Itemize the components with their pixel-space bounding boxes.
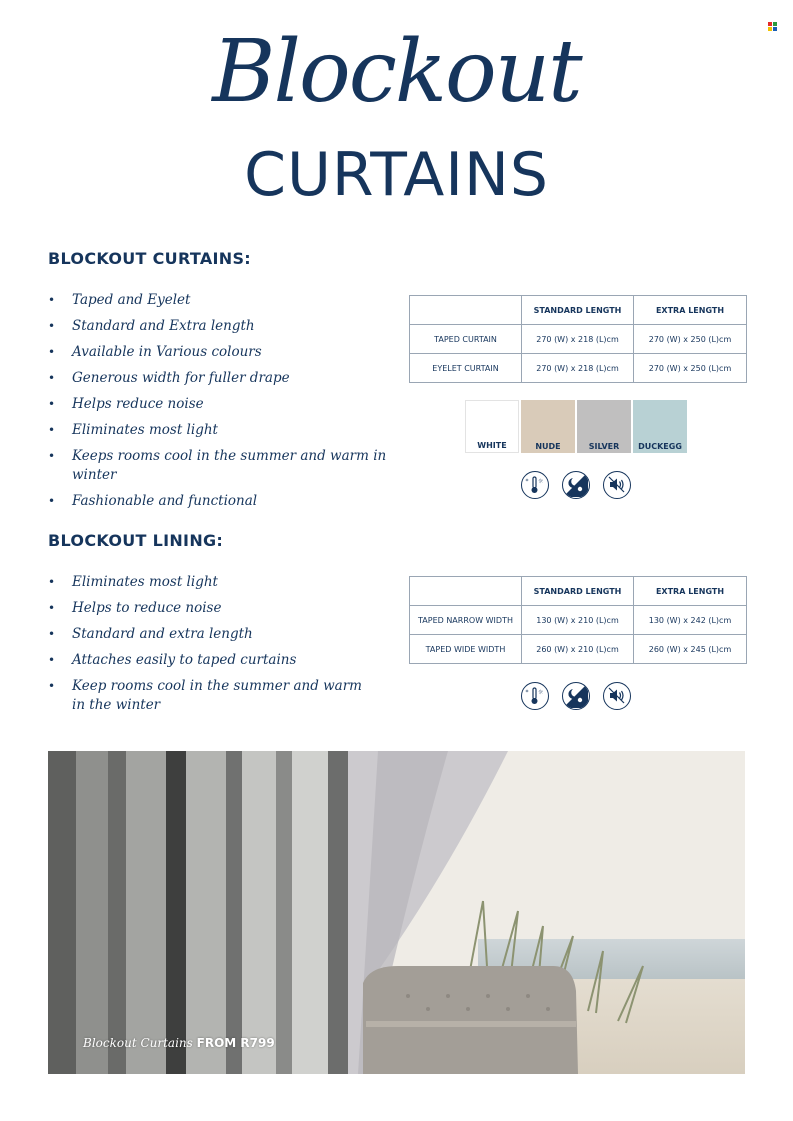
list-item: • Generous width for fuller drape — [48, 369, 402, 388]
table-header-cell — [410, 577, 522, 606]
blackout-icon — [562, 682, 590, 710]
list-item: • Eliminates most light — [48, 573, 402, 592]
table-cell: 130 (W) x 242 (L)cm — [634, 606, 747, 635]
list-item: • Standard and Extra length — [48, 317, 402, 336]
lining-feature-list — [48, 573, 402, 722]
swatch-label: DUCKEGG — [638, 442, 682, 451]
colour-swatches — [465, 400, 687, 453]
svg-text:☼: ☼ — [538, 689, 544, 696]
table-cell: 270 (W) x 250 (L)cm — [634, 354, 747, 383]
thermometer-icon — [521, 471, 549, 499]
colour-swatch-white — [465, 400, 519, 453]
svg-text:*: * — [525, 689, 529, 696]
thermometer-icon — [521, 682, 549, 710]
table-cell: EYELET CURTAIN — [410, 354, 522, 383]
table-row — [410, 354, 747, 383]
list-item: • Standard and extra length — [48, 625, 402, 644]
table-cell: 270 (W) x 218 (L)cm — [522, 354, 634, 383]
noise-reduction-icon — [603, 471, 631, 499]
swatch-label: WHITE — [477, 441, 507, 450]
list-item: • Helps reduce noise — [48, 395, 402, 414]
table-row — [410, 325, 747, 354]
svg-text:☼: ☼ — [538, 478, 544, 485]
blackout-icon — [562, 471, 590, 499]
curtains-heading: BLOCKOUT CURTAINS: — [48, 249, 251, 268]
swatch-label: NUDE — [535, 442, 561, 451]
lining-heading: BLOCKOUT LINING: — [48, 531, 224, 550]
photo-caption — [83, 1036, 275, 1050]
noise-reduction-icon — [603, 682, 631, 710]
svg-text:*: * — [525, 478, 529, 485]
list-item: • Keep rooms cool in the summer and warm in the winter — [48, 677, 372, 715]
list-item: • Helps to reduce noise — [48, 599, 402, 618]
lining-size-table — [409, 576, 747, 664]
curtains-photo-illustration — [48, 751, 745, 1074]
swatch-label: SILVER — [588, 442, 620, 451]
curtains-size-table — [409, 295, 747, 383]
list-item: • Eliminates most light — [48, 421, 402, 440]
colour-swatch-silver — [577, 400, 631, 453]
title-script: Blockout — [212, 22, 581, 122]
list-item: • Available in Various colours — [48, 343, 402, 362]
table-header-cell: STANDARD LENGTH — [522, 296, 634, 325]
curtains-feature-list — [48, 291, 412, 518]
table-header-cell: STANDARD LENGTH — [522, 577, 634, 606]
caption-price: FROM R799 — [196, 1036, 275, 1050]
table-cell: 270 (W) x 218 (L)cm — [522, 325, 634, 354]
table-cell: 260 (W) x 210 (L)cm — [522, 635, 634, 664]
table-header-cell: EXTRA LENGTH — [634, 577, 747, 606]
table-row — [410, 635, 747, 664]
table-header-cell — [410, 296, 522, 325]
table-cell: TAPED NARROW WIDTH — [410, 606, 522, 635]
list-item: • Taped and Eyelet — [48, 291, 402, 310]
table-cell: TAPED WIDE WIDTH — [410, 635, 522, 664]
colour-swatch-nude — [521, 400, 575, 453]
colour-swatch-duckegg — [633, 400, 687, 453]
curtains-photo — [48, 751, 745, 1074]
table-cell: 260 (W) x 245 (L)cm — [634, 635, 747, 664]
table-cell: TAPED CURTAIN — [410, 325, 522, 354]
list-item: • Attaches easily to taped curtains — [48, 651, 402, 670]
table-header-row — [410, 296, 747, 325]
table-header-cell: EXTRA LENGTH — [634, 296, 747, 325]
lining-feature-icons — [521, 682, 631, 710]
caption-text: Blockout Curtains — [83, 1036, 193, 1050]
curtains-feature-icons — [521, 471, 631, 499]
table-row — [410, 606, 747, 635]
list-item: • Keeps rooms cool in the summer and warm in winter — [48, 447, 412, 485]
title-caps: CURTAINS — [244, 140, 549, 210]
table-cell: 270 (W) x 250 (L)cm — [634, 325, 747, 354]
table-cell: 130 (W) x 210 (L)cm — [522, 606, 634, 635]
table-header-row — [410, 577, 747, 606]
list-item: • Fashionable and functional — [48, 492, 402, 511]
